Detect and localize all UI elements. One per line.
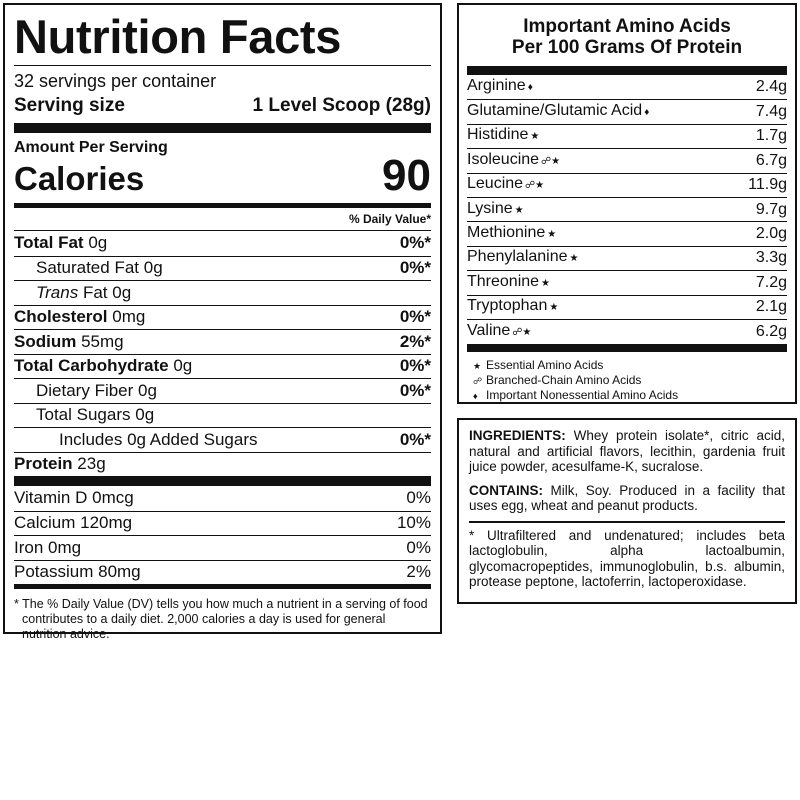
amino-name: Histidine bbox=[467, 126, 529, 144]
contains-text: Milk, Soy. Produced in a facility that uses egg, wheat and peanut products. bbox=[469, 482, 785, 513]
vitamin-row-vitamin-d bbox=[14, 486, 431, 511]
amino-legend bbox=[467, 358, 787, 403]
amino-name: Valine bbox=[467, 321, 511, 339]
nutrient-amount: 0g Added Sugars bbox=[127, 429, 258, 449]
star-icon: ★ bbox=[473, 361, 482, 372]
nutrient-name: Trans bbox=[36, 282, 79, 302]
vitamin-name: Iron bbox=[14, 537, 44, 557]
nutrient-dv: 0%* bbox=[399, 356, 431, 376]
amino-title-line2: Per 100 Grams Of Protein bbox=[511, 37, 743, 58]
divider-thick bbox=[14, 123, 431, 133]
amino-row bbox=[467, 173, 787, 197]
nutrient-row-total-fat bbox=[14, 231, 431, 256]
amino-acids-panel bbox=[457, 3, 797, 404]
amino-mark: ★ bbox=[530, 131, 540, 143]
nutrient-amount: 23g bbox=[77, 454, 106, 474]
divider bbox=[469, 521, 785, 523]
amino-mark: ☍★ bbox=[525, 180, 545, 192]
chain-link-icon: ☍ bbox=[473, 376, 483, 387]
nutrient-name: Includes bbox=[59, 429, 123, 449]
nutrition-facts-title: Nutrition Facts bbox=[14, 10, 342, 63]
ingredients-heading: INGREDIENTS: bbox=[469, 428, 566, 443]
amino-row bbox=[467, 197, 787, 221]
amino-name: Glutamine/Glutamic Acid bbox=[467, 102, 643, 120]
amino-mark: ☍★ bbox=[512, 326, 532, 338]
vitamin-dv: 2% bbox=[406, 562, 431, 582]
divider bbox=[14, 65, 431, 66]
calories-value: 90 bbox=[382, 151, 431, 200]
vitamin-name: Vitamin D bbox=[14, 488, 88, 508]
amino-value: 9.7g bbox=[755, 200, 787, 218]
ingredients-panel bbox=[457, 418, 797, 604]
divider-thick bbox=[14, 476, 431, 486]
nutrient-amount: 0g bbox=[135, 405, 155, 425]
nutrient-name: Total Sugars bbox=[36, 405, 131, 425]
amino-name: Lysine bbox=[467, 199, 513, 217]
amount-per-serving: Amount Per Serving bbox=[14, 139, 168, 156]
amino-value: 6.7g bbox=[755, 151, 787, 169]
nutrient-row-trans-fat bbox=[14, 280, 431, 305]
calories-label: Calories bbox=[14, 160, 145, 197]
vitamin-row-calcium bbox=[14, 511, 431, 536]
nutrient-amount: 55mg bbox=[81, 331, 124, 351]
servings-per-container: 32 servings per container bbox=[14, 71, 217, 91]
amino-value: 2.0g bbox=[755, 225, 787, 243]
amino-name: Isoleucine bbox=[467, 150, 540, 168]
amino-row bbox=[467, 75, 787, 99]
amino-row bbox=[467, 295, 787, 319]
serving-size-label: Serving size bbox=[14, 95, 125, 116]
nutrient-name: Cholesterol bbox=[14, 307, 108, 327]
divider-medium bbox=[14, 584, 431, 589]
amino-acids-title bbox=[467, 16, 787, 58]
amino-name: Tryptophan bbox=[467, 297, 548, 315]
amino-mark: ★ bbox=[514, 204, 524, 216]
amino-mark: ★ bbox=[569, 253, 579, 265]
nutrient-row-saturated-fat bbox=[14, 256, 431, 281]
legend-text: Important Nonessential Amino Acids bbox=[486, 388, 679, 403]
amino-value: 2.1g bbox=[755, 298, 787, 316]
contains-heading: CONTAINS: bbox=[469, 482, 543, 498]
legend-branched-chain bbox=[467, 373, 787, 388]
amino-name: Methionine bbox=[467, 224, 546, 242]
divider-thick bbox=[467, 344, 787, 352]
legend-essential bbox=[467, 358, 787, 373]
amino-row bbox=[467, 124, 787, 148]
amino-name: Threonine bbox=[467, 272, 540, 290]
nutrient-name: Sodium bbox=[14, 331, 77, 351]
nutrient-amount: 0g bbox=[112, 282, 132, 302]
amino-value: 1.7g bbox=[755, 127, 787, 145]
ingredients-footnote: * Ultrafiltered and undenatured; includes beta lactoglobulin, alpha lactoalbumin, glycomacropeptides, immunoglobulin, b.s. albumin, protease peptone, lactoferrin, lactoperoxidase. bbox=[469, 527, 785, 589]
vitamin-amount: 0mg bbox=[48, 537, 82, 557]
nutrient-list bbox=[14, 230, 431, 476]
ingredients-text: Whey protein isolate*, citric acid, natural and artificial flavors, lecithin, gardenia fruit juice powder, acesulfame-K, sucralose. bbox=[469, 428, 785, 474]
vitamin-amount: 0mcg bbox=[92, 488, 134, 508]
nutrient-amount: 0g bbox=[173, 356, 193, 376]
nutrient-row-dietary-fiber bbox=[14, 378, 431, 403]
vitamin-name: Calcium bbox=[14, 513, 76, 533]
vitamin-row-iron bbox=[14, 535, 431, 560]
nutrient-row-cholesterol bbox=[14, 305, 431, 330]
amino-name: Phenylalanine bbox=[467, 248, 568, 266]
serving-size-value: 1 Level Scoop (28g) bbox=[252, 95, 431, 116]
nutrient-row-protein bbox=[14, 452, 431, 477]
amino-mark: ♦ bbox=[527, 82, 533, 94]
vitamin-dv: 0% bbox=[406, 537, 431, 557]
amino-mark: ♦ bbox=[644, 107, 650, 119]
nutrient-dv: 0%* bbox=[399, 429, 431, 449]
daily-value-footnote: * The % Daily Value (DV) tells you how much a nutrient in a serving of food contributes to a daily diet. 2,000 calories a day is used for general nutrition advice. bbox=[14, 597, 428, 641]
vitamin-amount: 120mg bbox=[80, 513, 133, 533]
nutrient-dv: 0%* bbox=[399, 258, 431, 278]
calories-row bbox=[14, 153, 431, 199]
vitamin-list bbox=[14, 486, 431, 584]
amino-value: 2.4g bbox=[755, 78, 787, 96]
amino-value: 7.4g bbox=[755, 103, 787, 121]
amino-row bbox=[467, 270, 787, 294]
amino-row bbox=[467, 246, 787, 270]
nutrient-row-added-sugars bbox=[14, 427, 431, 452]
vitamin-amount: 80mg bbox=[98, 562, 141, 582]
nutrient-name: Dietary Fiber bbox=[36, 380, 134, 400]
nutrient-name: Saturated Fat bbox=[36, 258, 140, 278]
legend-text: Branched-Chain Amino Acids bbox=[486, 373, 642, 388]
amino-mark: ☍★ bbox=[541, 155, 561, 167]
nutrient-amount: 0g bbox=[143, 258, 163, 278]
amino-row bbox=[467, 221, 787, 245]
amino-value: 6.2g bbox=[755, 322, 787, 340]
nutrient-amount: 0mg bbox=[112, 307, 146, 327]
vitamin-name: Potassium bbox=[14, 562, 94, 582]
nutrient-name: Total Carbohydrate bbox=[14, 356, 169, 376]
nutrient-dv: 0%* bbox=[399, 307, 431, 327]
amino-row bbox=[467, 319, 787, 343]
amino-acid-list bbox=[467, 75, 787, 343]
vitamin-dv: 0% bbox=[406, 488, 431, 508]
amino-value: 7.2g bbox=[755, 273, 787, 291]
vitamin-dv: 10% bbox=[396, 513, 431, 533]
amino-row bbox=[467, 99, 787, 123]
daily-value-header: % Daily Value* bbox=[348, 212, 431, 226]
amino-mark: ★ bbox=[547, 229, 557, 241]
nutrient-dv: 0%* bbox=[399, 233, 431, 253]
nutrient-amount: 0g bbox=[138, 380, 157, 400]
nutrient-dv: 0%* bbox=[399, 380, 431, 400]
nutrient-amount: 0g bbox=[88, 233, 108, 253]
nutrient-name: Protein bbox=[14, 454, 73, 474]
amino-mark: ★ bbox=[549, 302, 559, 314]
nutrient-row-sodium bbox=[14, 329, 431, 354]
nutrition-facts-panel bbox=[3, 3, 442, 641]
diamond-icon: ♦ bbox=[473, 391, 478, 402]
amino-mark: ★ bbox=[541, 277, 551, 289]
amino-name: Arginine bbox=[467, 77, 526, 95]
nutrient-dv: 2%* bbox=[399, 331, 431, 351]
legend-text: Essential Amino Acids bbox=[486, 358, 604, 373]
vitamin-row-potassium bbox=[14, 560, 431, 585]
nutrient-row-total-carbohydrate bbox=[14, 354, 431, 379]
nutrient-row-total-sugars bbox=[14, 403, 431, 428]
serving-size-row bbox=[14, 94, 431, 118]
amino-value: 11.9g bbox=[748, 176, 787, 194]
amino-title-line1: Important Amino Acids bbox=[523, 16, 731, 37]
amino-name: Leucine bbox=[467, 175, 524, 193]
amino-value: 3.3g bbox=[755, 249, 787, 267]
legend-nonessential bbox=[467, 388, 787, 403]
nutrient-name: Total Fat bbox=[14, 233, 84, 253]
nutrient-name-suffix: Fat bbox=[82, 282, 108, 302]
ingredients-paragraph bbox=[469, 428, 785, 475]
amino-row bbox=[467, 148, 787, 172]
contains-paragraph bbox=[469, 483, 785, 514]
